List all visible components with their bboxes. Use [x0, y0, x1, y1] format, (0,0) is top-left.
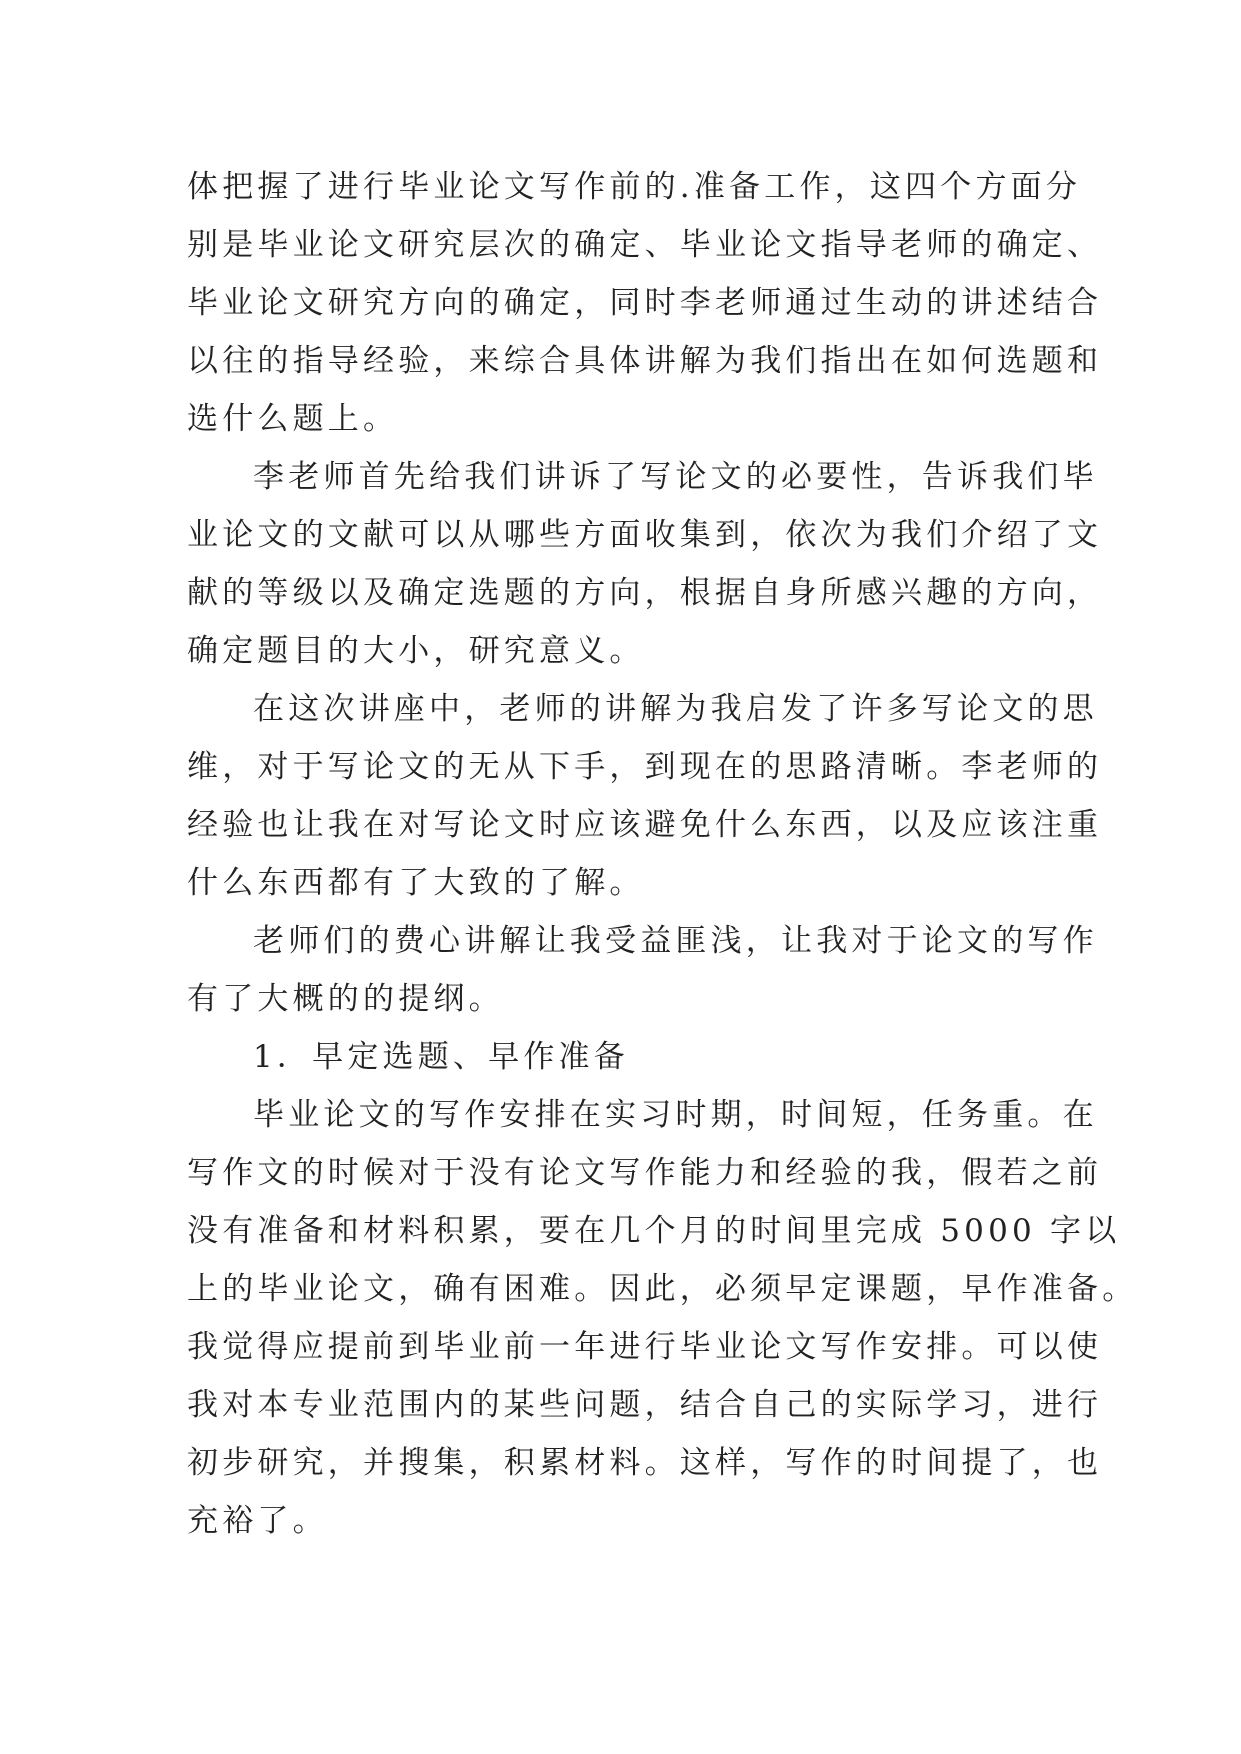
text-line: 献的等级以及确定选题的方向，根据自身所感兴趣的方向，: [187, 575, 1103, 611]
section-heading: 1．早定选题、早作准备: [253, 1039, 629, 1075]
text-line: 初步研究，并搜集，积累材料。这样，写作的时间提了，也: [187, 1445, 1103, 1481]
text-line: 充裕了。: [187, 1503, 328, 1539]
text-line: 没有准备和材料积累，要在几个月的时间里完成 5000 字以: [187, 1213, 1121, 1249]
text-line: 别是毕业论文研究层次的确定、毕业论文指导老师的确定、: [187, 227, 1103, 263]
text-line: 以往的指导经验，来综合具体讲解为我们指出在如何选题和: [187, 343, 1103, 379]
paragraph-start-line: 毕业论文的写作安排在实习时期，时间短，任务重。在: [253, 1097, 1098, 1133]
text-line: 什么东西都有了大致的了解。: [187, 865, 645, 901]
text-line: 经验也让我在对写论文时应该避免什么东西，以及应该注重: [187, 807, 1103, 843]
text-line: 有了大概的的提纲。: [187, 981, 504, 1017]
text-line: 维，对于写论文的无从下手，到现在的思路清晰。李老师的: [187, 749, 1103, 785]
text-line: 我觉得应提前到毕业前一年进行毕业论文写作安排。可以使: [187, 1329, 1103, 1365]
paragraph-start-line: 老师们的费心讲解让我受益匪浅，让我对于论文的写作: [253, 923, 1098, 959]
text-line: 毕业论文研究方向的确定，同时李老师通过生动的讲述结合: [187, 285, 1103, 321]
text-line: 业论文的文献可以从哪些方面收集到，依次为我们介绍了文: [187, 517, 1103, 553]
text-line: 我对本专业范围内的某些问题，结合自己的实际学习，进行: [187, 1387, 1103, 1423]
text-line: 体把握了进行毕业论文写作前的.准备工作，这四个方面分: [187, 169, 1082, 205]
text-line: 上的毕业论文，确有困难。因此，必须早定课题，早作准备。: [187, 1271, 1138, 1307]
text-line: 确定题目的大小，研究意义。: [187, 633, 645, 669]
text-line: 选什么题上。: [187, 401, 399, 437]
paragraph-start-line: 李老师首先给我们讲诉了写论文的必要性，告诉我们毕: [253, 459, 1098, 495]
document-body: [187, 158, 1138, 1550]
paragraph-start-line: 在这次讲座中，老师的讲解为我启发了许多写论文的思: [253, 691, 1098, 727]
text-line: 写作文的时候对于没有论文写作能力和经验的我，假若之前: [187, 1155, 1103, 1191]
